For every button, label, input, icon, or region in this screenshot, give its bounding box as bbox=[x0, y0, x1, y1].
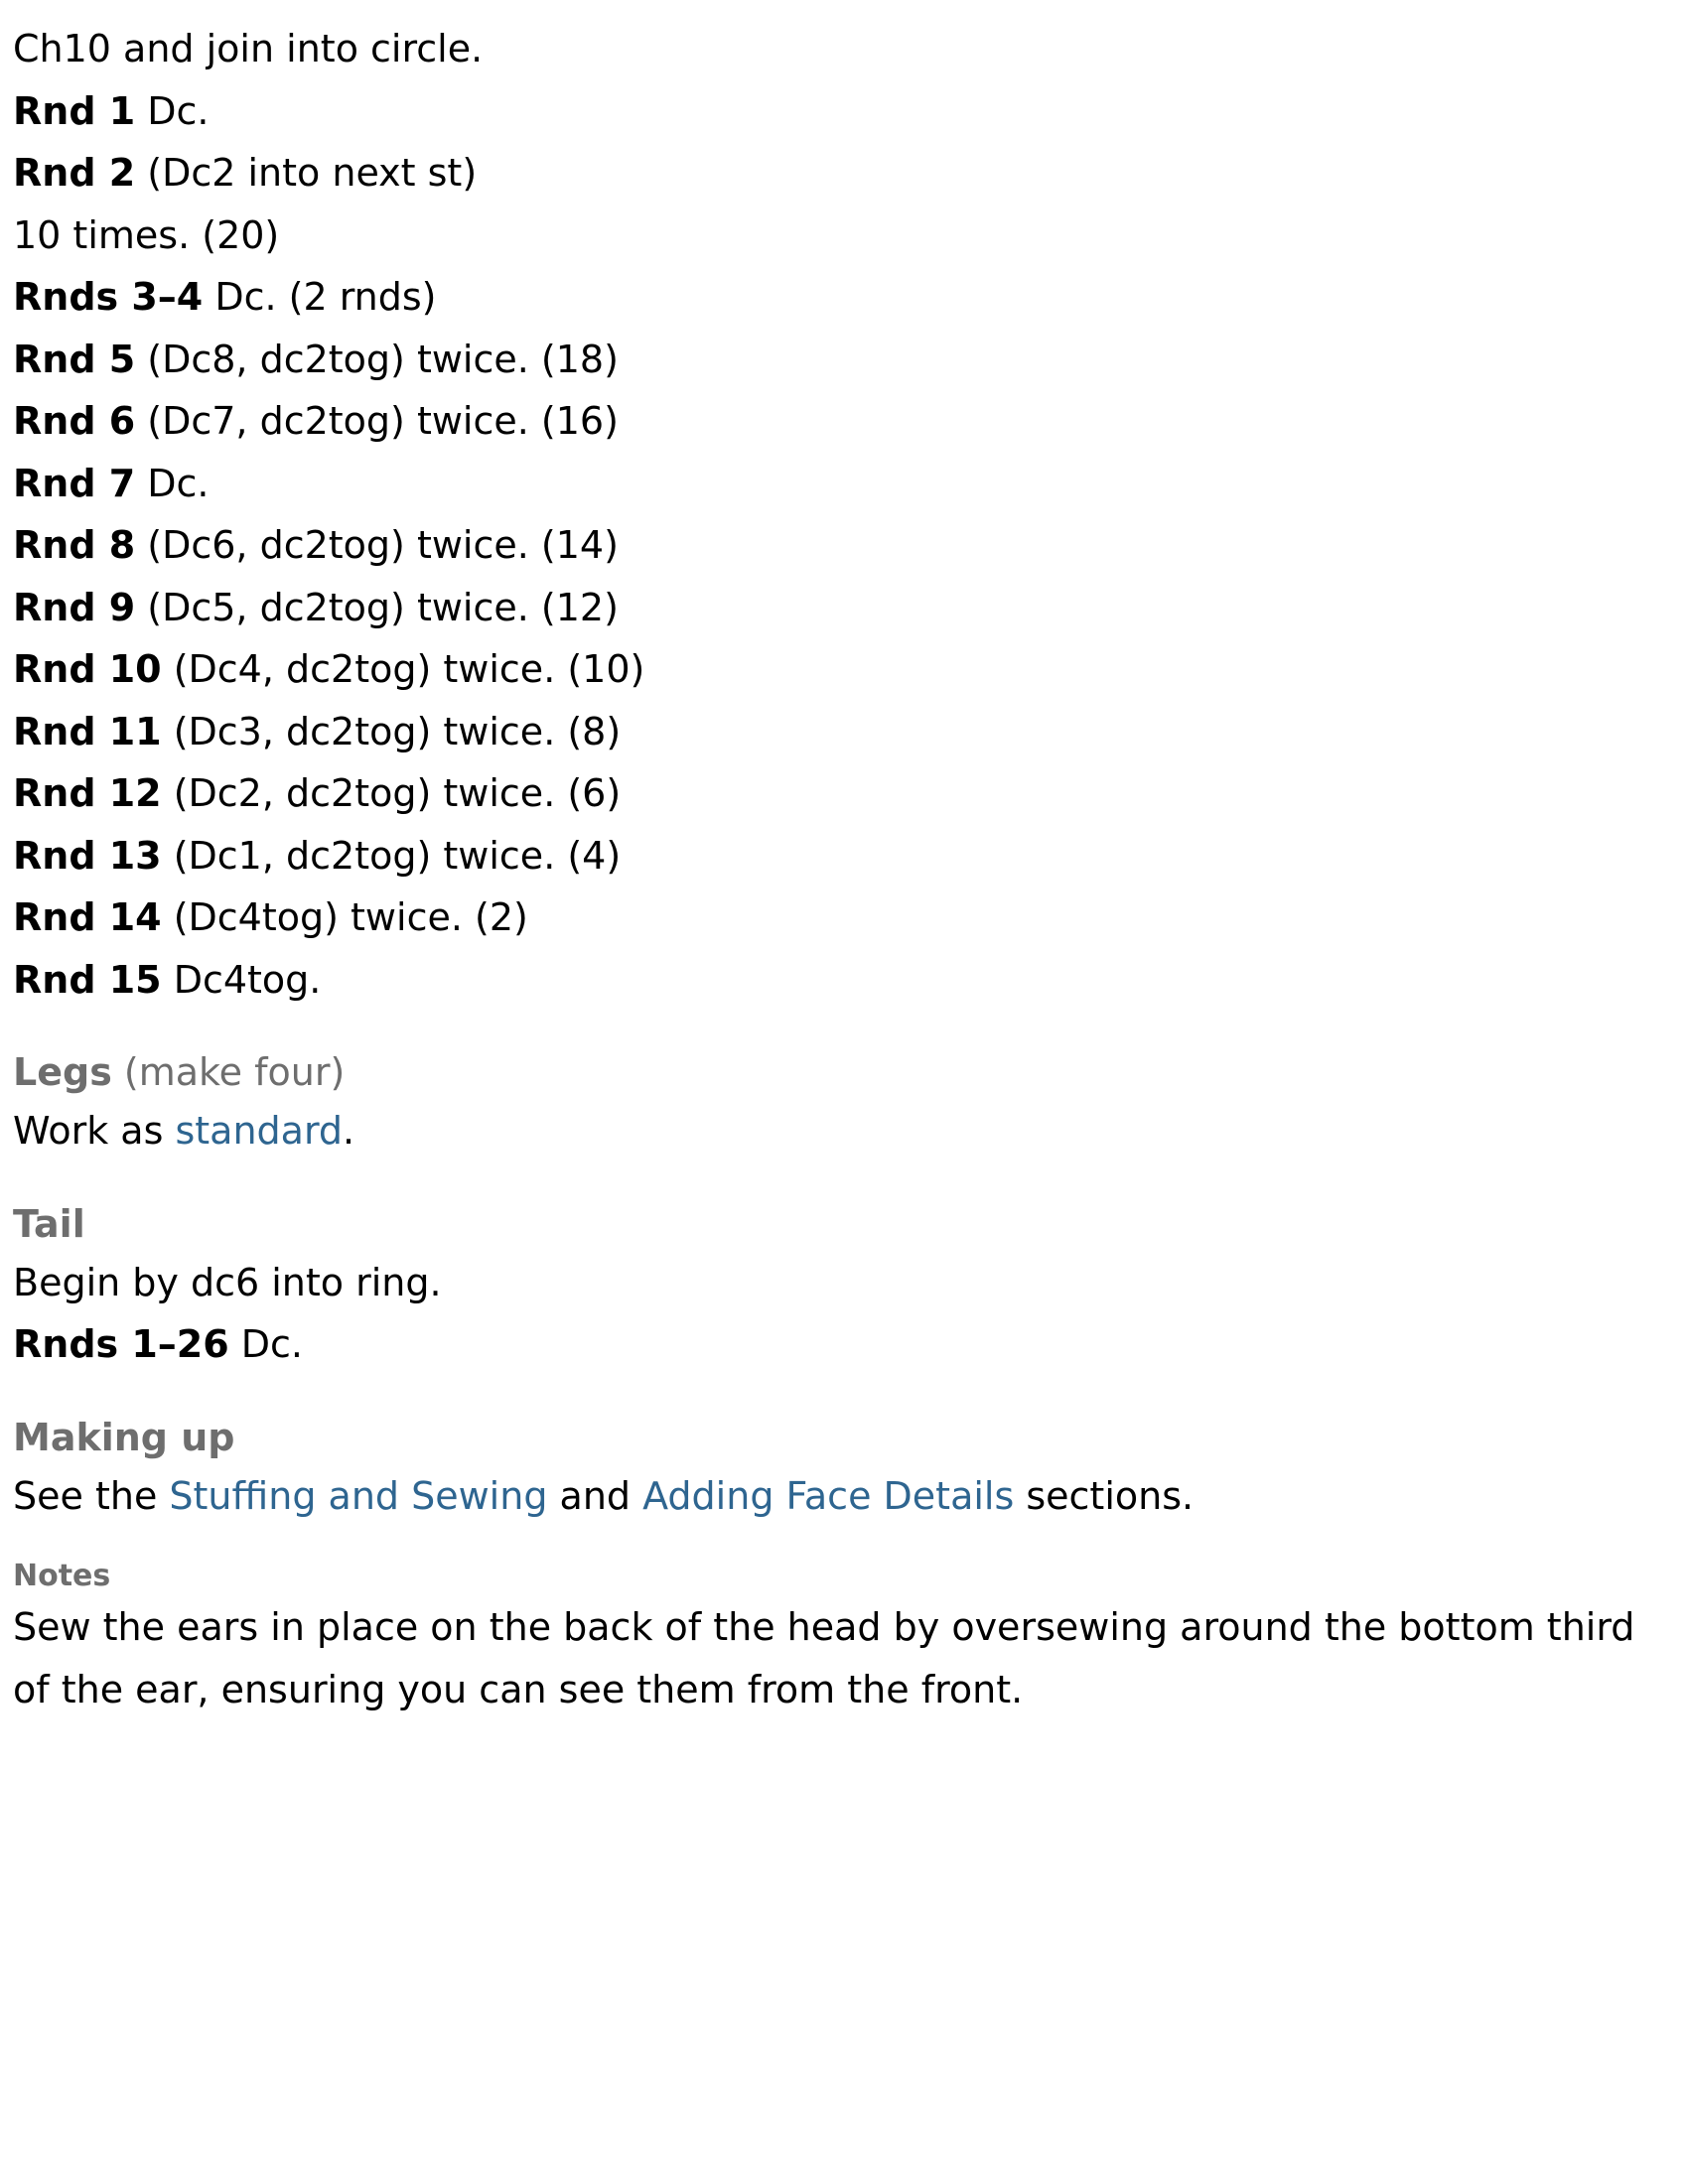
round-line bbox=[13, 266, 1671, 329]
round-label: Rnd 8 bbox=[13, 523, 136, 567]
round-label: Rnds 3–4 bbox=[13, 275, 204, 319]
round-line bbox=[13, 80, 1671, 143]
round-text: (Dc8, dc2tog) twice. (18) bbox=[135, 337, 619, 381]
tail-heading bbox=[13, 1196, 1671, 1252]
round-label: Rnd 5 bbox=[13, 337, 136, 381]
notes-text: Sew the ears in place on the back of the head by oversewing around the bottom third of the ear, ensuring you can see them from the front. bbox=[13, 1605, 1635, 1711]
round-text: Dc. bbox=[228, 1322, 303, 1366]
standard-link[interactable]: standard bbox=[175, 1109, 344, 1153]
making-up-text-mid: and bbox=[547, 1473, 643, 1518]
making-up-heading bbox=[13, 1410, 1671, 1465]
intro-line: Ch10 and join into circle. bbox=[13, 27, 484, 70]
round-label: Rnd 6 bbox=[13, 399, 136, 443]
making-up-heading-title: Making up bbox=[13, 1415, 235, 1459]
round-label: Rnd 11 bbox=[13, 709, 162, 753]
round-text: Dc. (2 rnds) bbox=[203, 275, 437, 319]
legs-text-after: . bbox=[343, 1109, 355, 1153]
legs-instruction bbox=[13, 1100, 1671, 1162]
making-up-text-after: sections. bbox=[1014, 1473, 1195, 1518]
round-line bbox=[13, 762, 1671, 825]
round-text: (Dc5, dc2tog) twice. (12) bbox=[135, 585, 619, 629]
making-up-text-before: See the bbox=[13, 1473, 170, 1518]
round-label: Rnd 9 bbox=[13, 585, 136, 629]
round-line bbox=[13, 825, 1671, 887]
round-line bbox=[13, 453, 1671, 515]
round-line bbox=[13, 638, 1671, 701]
round-text: Dc. bbox=[135, 88, 210, 133]
round-line bbox=[13, 329, 1671, 391]
round-label: Rnd 12 bbox=[13, 771, 162, 815]
making-up-instruction bbox=[13, 1465, 1671, 1528]
round-label: Rnd 10 bbox=[13, 647, 162, 691]
round-line bbox=[13, 887, 1671, 949]
tail-line: Begin by dc6 into ring. bbox=[13, 1260, 442, 1304]
round-text: (Dc3, dc2tog) twice. (8) bbox=[161, 709, 622, 753]
round-label: Rnd 2 bbox=[13, 151, 136, 195]
round-line bbox=[13, 142, 1671, 205]
round-label: Rnd 15 bbox=[13, 957, 162, 1002]
tail-round-line bbox=[13, 1313, 1671, 1376]
round-text: (Dc2 into next st) bbox=[135, 151, 478, 195]
round-label: Rnds 1–26 bbox=[13, 1322, 229, 1366]
round-label: Rnd 1 bbox=[13, 88, 136, 133]
round-text: (Dc7, dc2tog) twice. (16) bbox=[135, 399, 619, 443]
round-line bbox=[13, 701, 1671, 763]
adding-face-details-link[interactable]: Adding Face Details bbox=[642, 1473, 1015, 1518]
legs-heading-title: Legs bbox=[13, 1050, 112, 1094]
round-label: Rnd 14 bbox=[13, 895, 162, 939]
round-line bbox=[13, 390, 1671, 453]
round-text: 10 times. (20) bbox=[13, 212, 280, 257]
notes-heading: Notes bbox=[13, 1559, 111, 1593]
round-text: Dc4tog. bbox=[161, 957, 322, 1002]
round-text: Dc. bbox=[135, 461, 210, 505]
pattern-page bbox=[13, 18, 1671, 1720]
tail-heading-title: Tail bbox=[13, 1201, 85, 1246]
legs-text-before: Work as bbox=[13, 1109, 176, 1153]
round-label: Rnd 7 bbox=[13, 461, 136, 505]
round-text: (Dc1, dc2tog) twice. (4) bbox=[161, 833, 622, 878]
round-text: (Dc6, dc2tog) twice. (14) bbox=[135, 523, 619, 567]
stuffing-and-sewing-link[interactable]: Stuffing and Sewing bbox=[169, 1473, 548, 1518]
rounds-list bbox=[13, 80, 1671, 1012]
round-label: Rnd 13 bbox=[13, 833, 162, 878]
round-line bbox=[13, 949, 1671, 1012]
round-line bbox=[13, 205, 1671, 267]
round-text: (Dc4tog) twice. (2) bbox=[161, 895, 528, 939]
round-line bbox=[13, 577, 1671, 639]
round-line bbox=[13, 514, 1671, 577]
legs-heading-note: (make four) bbox=[111, 1050, 346, 1094]
legs-heading bbox=[13, 1044, 1671, 1100]
round-text: (Dc2, dc2tog) twice. (6) bbox=[161, 771, 622, 815]
round-text: (Dc4, dc2tog) twice. (10) bbox=[161, 647, 645, 691]
